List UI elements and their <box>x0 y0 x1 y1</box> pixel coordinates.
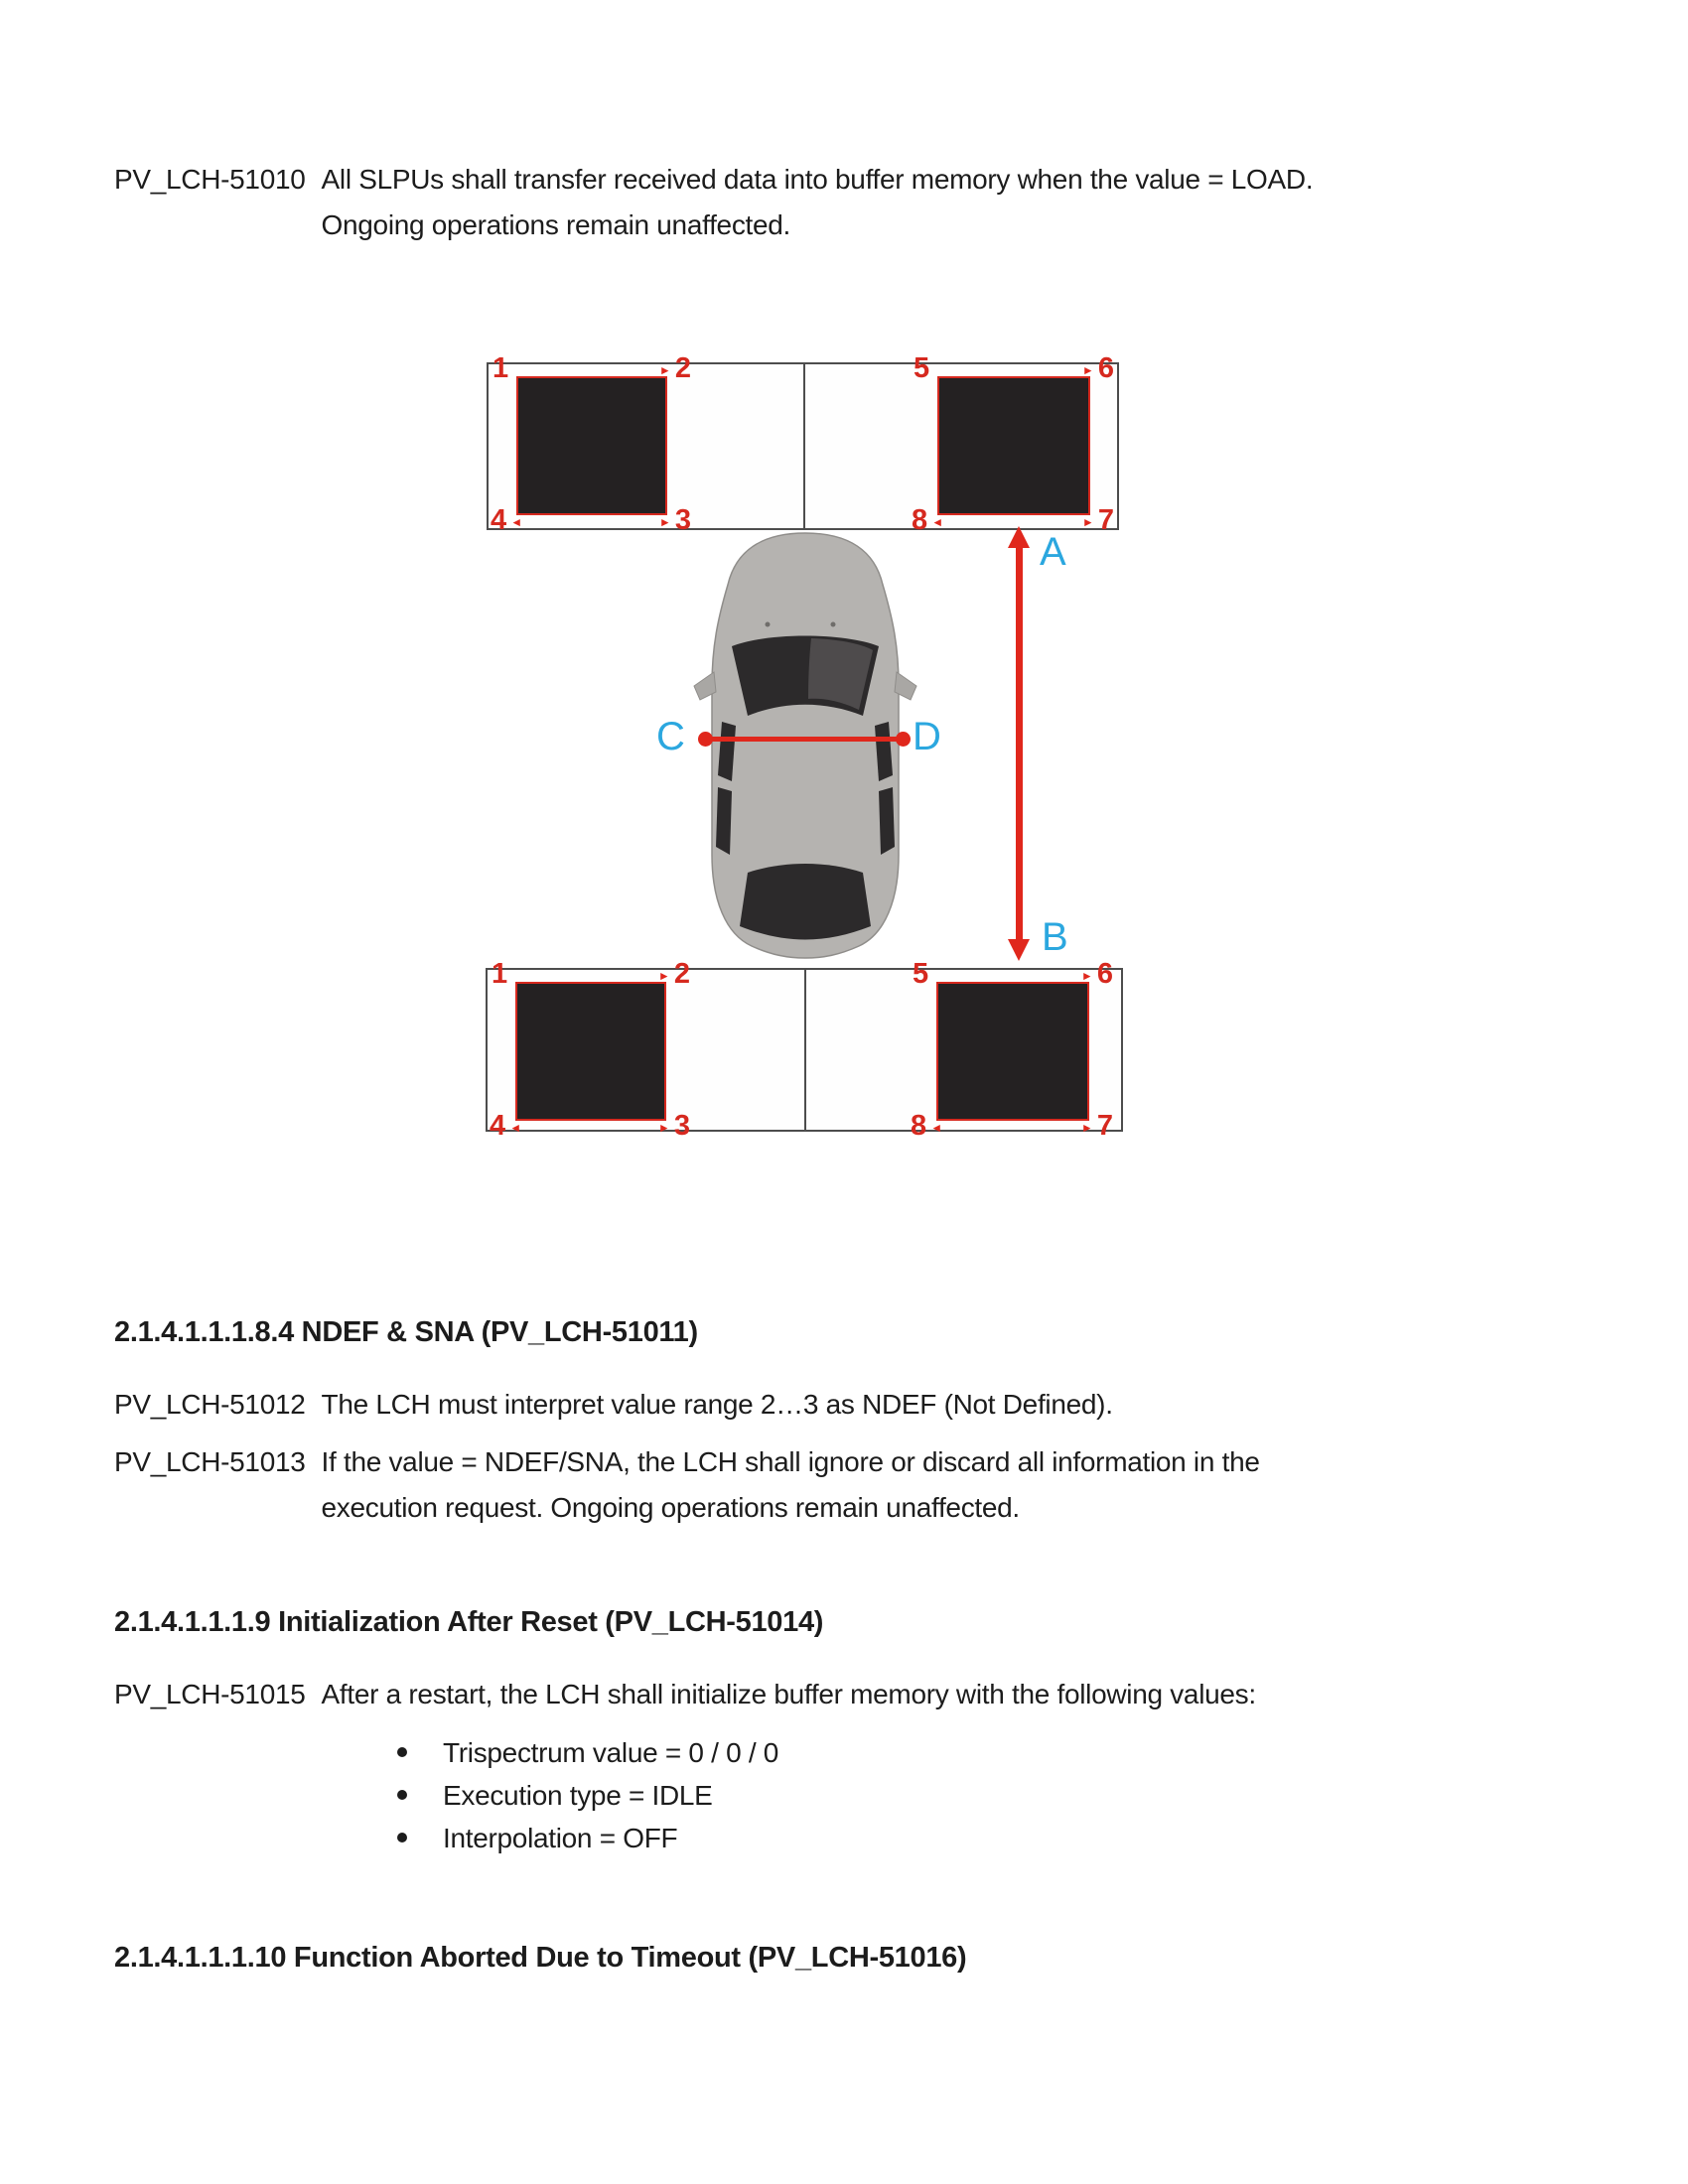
corner-label-3: ► 3 <box>675 506 691 535</box>
requirement-line: If the value = NDEF/SNA, the LCH shall ignore or discard all information in the <box>321 1446 1260 1477</box>
corner-label-4: 4 ◄ <box>491 506 506 535</box>
requirement-51010 <box>114 157 1313 248</box>
corner-label-3: ► 3 <box>674 1112 690 1141</box>
requirement-line: All SLPUs shall transfer received data into buffer memory when the value = LOAD. <box>321 164 1314 195</box>
car-top-view-illustration <box>692 527 918 962</box>
vertical-dimension-arrow <box>1008 526 1030 961</box>
bullet-item: Execution type = IDLE <box>395 1774 778 1817</box>
requirement-id: PV_LCH-51013 <box>114 1446 306 1477</box>
requirement-line: The LCH must interpret value range 2…3 as NDEF (Not Defined). <box>321 1389 1113 1420</box>
section-heading-timeout: 2.1.4.1.1.1.10 Function Aborted Due to Timeout (PV_LCH-51016) <box>114 1942 967 1974</box>
calibration-square-front-right <box>912 352 1114 536</box>
dimension-label-a: A <box>1040 530 1066 574</box>
corner-label-1: 1 <box>492 352 509 384</box>
requirement-text <box>322 1439 1260 1531</box>
corner-label-4: 4 ◄ <box>490 1112 505 1141</box>
corner-label-1: 1 <box>492 958 508 990</box>
horizontal-measure-line <box>707 737 902 742</box>
arrow-shaft <box>1016 542 1023 945</box>
corner-label-2: ► 2 <box>675 354 691 383</box>
calibration-square-rear-left <box>490 958 690 1142</box>
requirement-text <box>322 1672 1256 1717</box>
arrow-down-icon <box>1008 939 1030 961</box>
bullet-item: Interpolation = OFF <box>395 1817 778 1859</box>
target-box-rear <box>486 958 1123 1142</box>
requirement-id: PV_LCH-51010 <box>114 164 306 195</box>
target-box-divider <box>804 970 806 1130</box>
section-heading-ndef-sna: 2.1.4.1.1.1.8.4 NDEF & SNA (PV_LCH-51011) <box>114 1316 698 1348</box>
corner-label-7: ► 7 <box>1097 1112 1113 1141</box>
target-box-divider <box>803 364 805 528</box>
requirement-id: PV_LCH-51012 <box>114 1389 306 1420</box>
requirement-51015 <box>114 1672 1256 1717</box>
corner-label-8: 8 ◄ <box>912 506 927 535</box>
requirement-51013 <box>114 1439 1260 1531</box>
requirement-51012 <box>114 1382 1113 1428</box>
requirement-line: After a restart, the LCH shall initialize buffer memory with the following values: <box>321 1679 1256 1709</box>
section-heading-init-after-reset: 2.1.4.1.1.1.9 Initialization After Reset (PV_LCH-51014) <box>114 1606 824 1638</box>
corner-label-6: ► 6 <box>1097 960 1113 989</box>
dimension-label-b: B <box>1042 915 1068 959</box>
corner-label-2: ► 2 <box>674 960 690 989</box>
corner-label-7: ► 7 <box>1098 506 1114 535</box>
bullet-item: Trispectrum value = 0 / 0 / 0 <box>395 1731 778 1774</box>
calibration-square-front-left <box>491 352 691 536</box>
corner-label-6: ► 6 <box>1098 354 1114 383</box>
requirement-line: Ongoing operations remain unaffected. <box>321 209 791 240</box>
calibration-square-rear-right <box>911 958 1113 1142</box>
init-values-bullet-list <box>395 1731 778 1859</box>
requirement-line: execution request. Ongoing operations remain unaffected. <box>321 1492 1020 1523</box>
figure-calibration-targets <box>432 349 1147 1154</box>
requirement-id: PV_LCH-51015 <box>114 1679 306 1709</box>
requirement-text <box>322 157 1314 248</box>
corner-label-8: 8 ◄ <box>911 1112 926 1141</box>
corner-label-5: 5 <box>914 352 930 384</box>
corner-label-5: 5 <box>913 958 929 990</box>
dimension-label-d: D <box>913 715 941 758</box>
dimension-label-c: C <box>656 715 685 758</box>
target-box-front <box>487 352 1119 536</box>
requirement-text <box>322 1382 1113 1428</box>
